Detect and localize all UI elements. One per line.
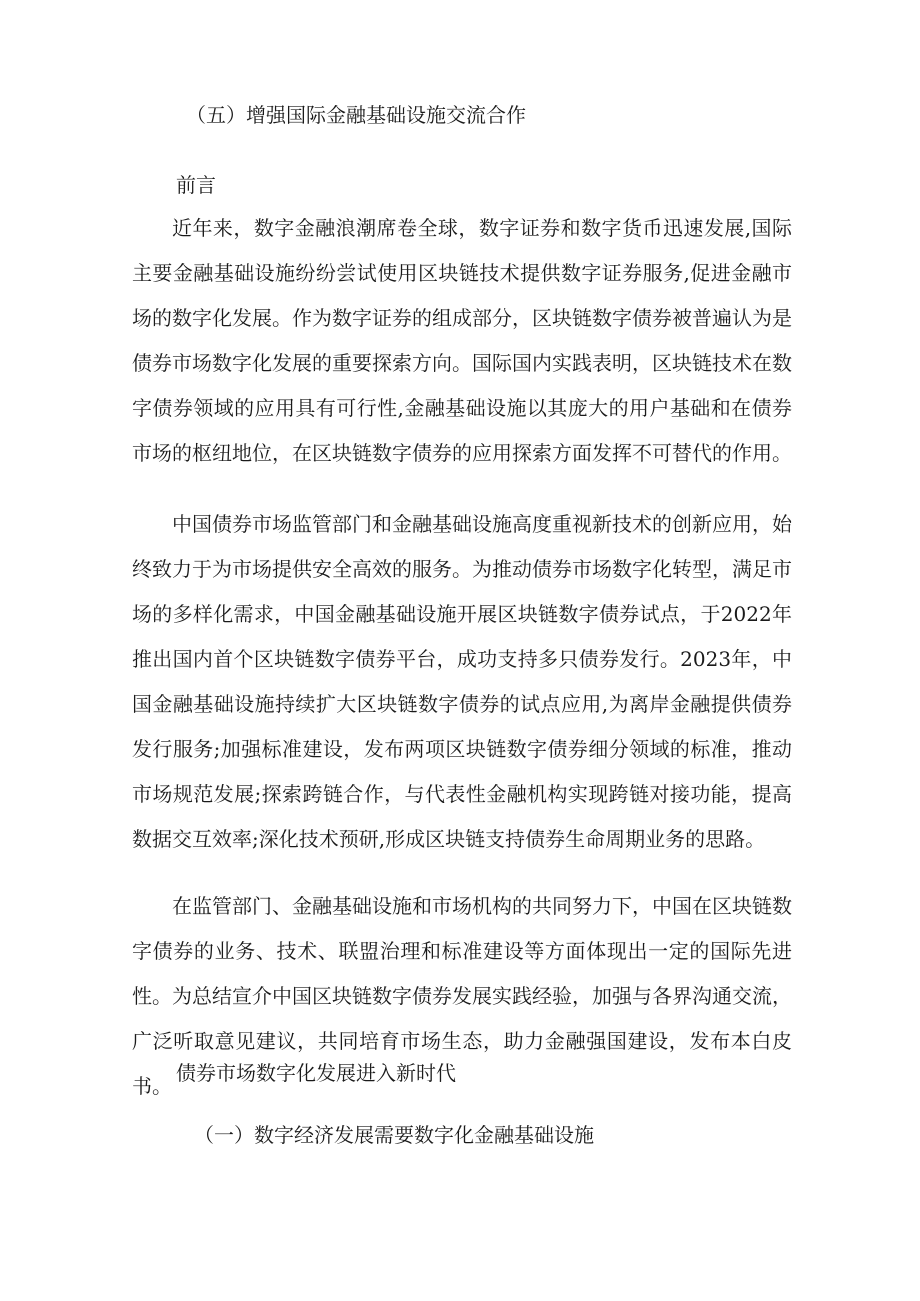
- subsection-title-digital-infrastructure: （一）数字经济发展需要数字化金融基础设施: [194, 1123, 594, 1147]
- heading-international-cooperation: （五）增强国际金融基础设施交流合作: [186, 103, 526, 127]
- paragraph-digital-finance-trend: 近年来，数字金融浪潮席卷全球，数字证券和数字货币迅速发展,国际主要金融基础设施纷纷尝试使用区块链技术提供数字证券服务,促进金融市场的数字化发展。作为数字证券的组成部分，区块链数字债券被普遍认为是债券市场数字化发展的重要探索方向。国际国内实践表明，区块链技术在数字债券领域的应用具有可行性,金融基础设施以其庞大的用户基础和在债券市场的枢纽地位，在区块链数字债券的应用探索方面发挥不可替代的作用。: [132, 216, 792, 465]
- paragraph-whitepaper-purpose: 在监管部门、金融基础设施和市场机构的共同努力下，中国在区块链数字债券的业务、技术、联盟治理和标准建设等方面体现出一定的国际先进性。为总结宣介中国区块链数字债券发展实践经验，加强与各界沟通交流，广泛听取意见建议，共同培育市场生态，助力金融强国建设，发布本白皮书。: [132, 894, 792, 1098]
- paragraph-china-pilot-practice: 中国债券市场监管部门和金融基础设施高度重视新技术的创新应用，始终致力于为市场提供安全高效的服务。为推动债券市场数字化转型，满足市场的多样化需求，中国金融基础设施开展区块链数字债券试点，于2022年推出国内首个区块链数字债券平台，成功支持多只债券发行。2023年，中国金融基础设施持续扩大区块链数字债券的试点应用,为离岸金融提供债券发行服务;加强标准建设，发布两项区块链数字债券细分领域的标准，推动市场规范发展;探索跨链合作，与代表性金融机构实现跨链对接功能，提高数据交互效率;深化技术预研,形成区块链支持债券生命周期业务的思路。: [132, 512, 792, 851]
- preface-label: 前言: [176, 173, 216, 197]
- section-title-new-era: 债券市场数字化发展进入新时代: [176, 1061, 456, 1085]
